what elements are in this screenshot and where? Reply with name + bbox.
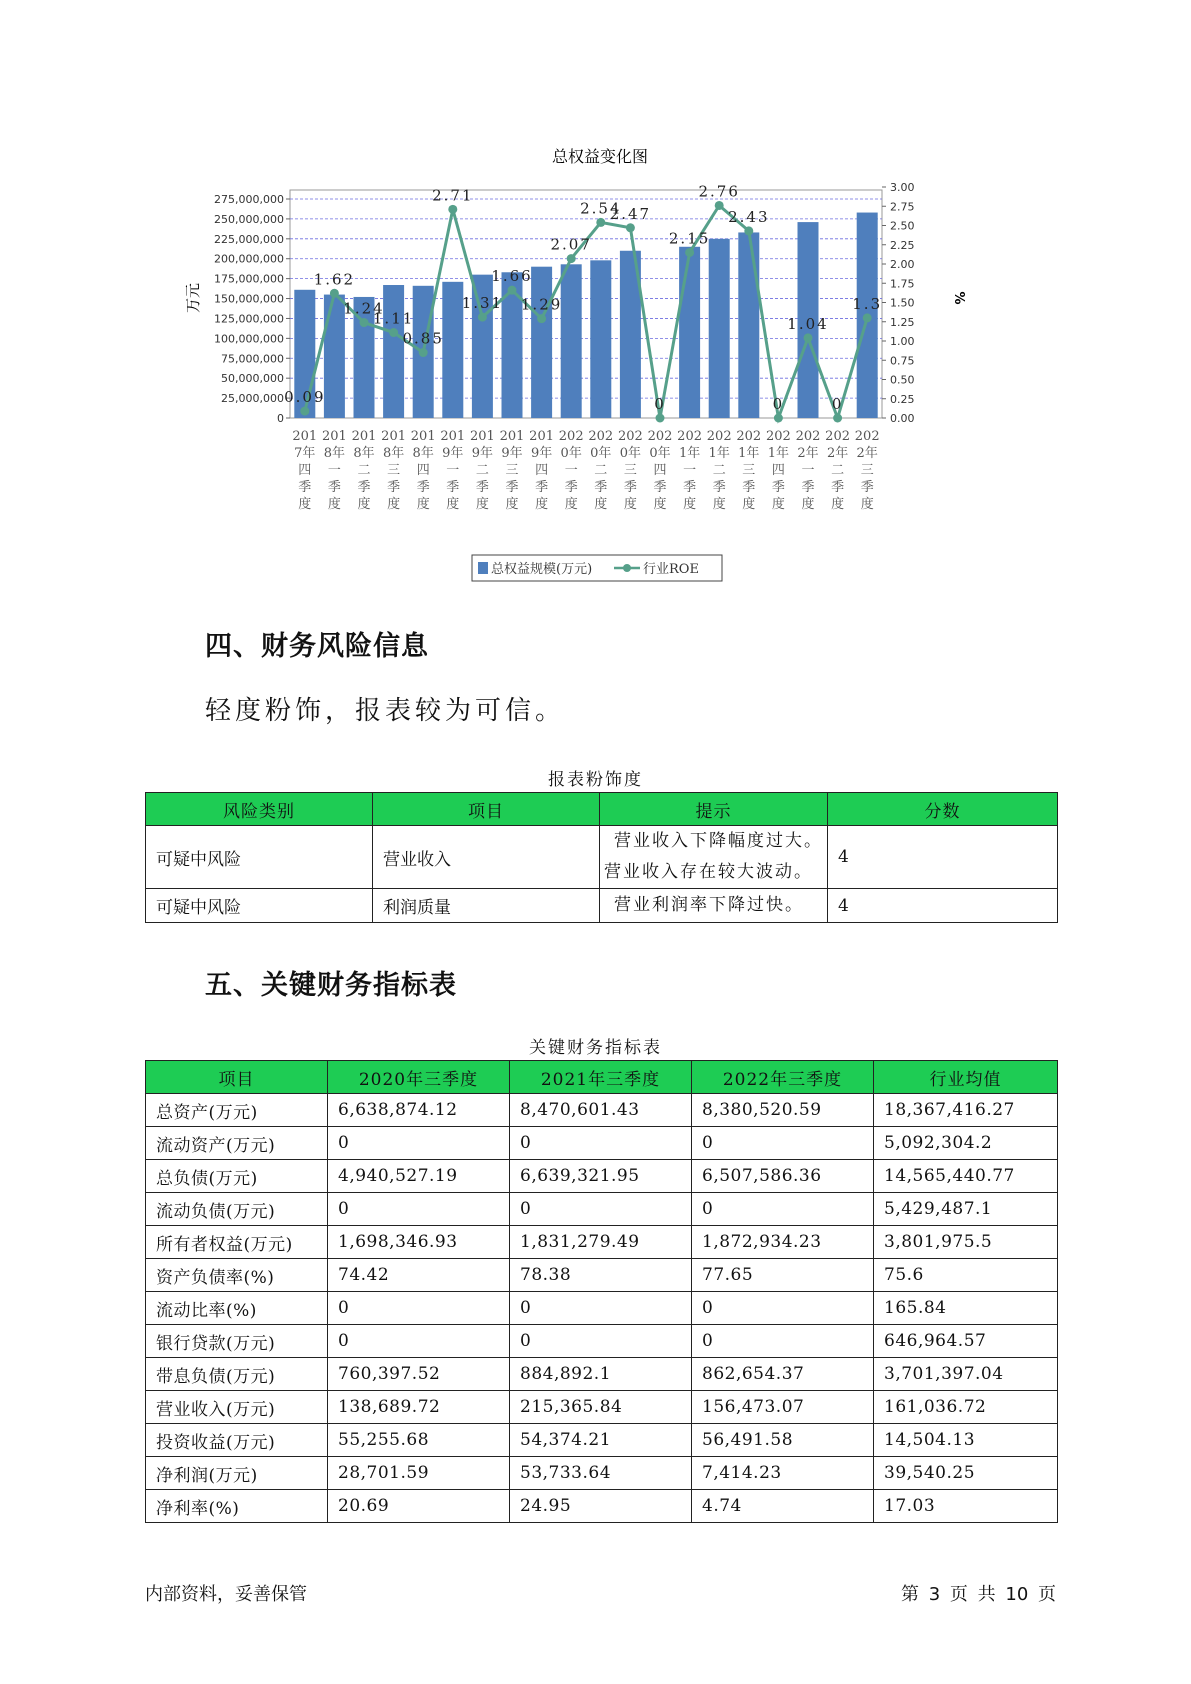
roe-point [508,286,517,295]
x-tick-label: 三 [860,463,874,478]
x-tick-label: 1年 [738,446,760,461]
roe-data-label: 0 [831,395,844,413]
metric-value: 4,940,527.19 [328,1160,510,1193]
x-tick-label: 8年 [353,446,375,461]
metric-name: 银行贷款(万元) [146,1325,328,1358]
x-tick-label: 一 [446,463,460,478]
metric-value: 14,565,440.77 [874,1160,1058,1193]
metric-value: 156,473.07 [692,1391,874,1424]
metric-value: 14,504.13 [874,1424,1058,1457]
metric-value: 760,397.52 [328,1358,510,1391]
equity-bar [324,295,345,418]
x-tick-label: 8年 [323,446,346,461]
x-tick-label: 9年 [530,446,553,461]
x-tick-label: 1年 [678,446,701,461]
roe-point [596,218,605,227]
equity-bar [709,239,730,418]
metric-value: 0 [692,1193,874,1226]
y2-tick-label: 1.25 [890,315,915,329]
x-tick-label: 一 [801,463,815,478]
x-tick-label: 三 [623,463,637,478]
header-cell: 项目 [373,793,600,826]
x-tick-label: 度 [594,497,608,512]
metric-value: 5,092,304.2 [874,1127,1058,1160]
table-row [146,1193,1058,1226]
metric-name: 流动负债(万元) [146,1193,328,1226]
y-tick-label: 100,000,000 [214,332,284,346]
equity-bar [679,247,700,418]
metric-value: 24.95 [510,1490,692,1523]
metric-value: 0 [692,1292,874,1325]
y2-tick-label: 0.50 [890,373,915,387]
risk-tip: 营业收入存在较大波动。 [604,862,813,882]
x-tick-label: 201 [321,429,347,444]
x-tick-label: 度 [535,497,549,512]
risk-category: 可疑中风险 [146,889,373,923]
x-tick-label: 季 [505,480,519,495]
roe-point [685,248,694,257]
metric-value: 74.42 [328,1259,510,1292]
x-tick-label: 季 [327,480,341,495]
metric-value: 215,365.84 [510,1391,692,1424]
metric-value: 646,964.57 [874,1325,1058,1358]
x-tick-label: 季 [683,480,697,495]
x-tick-label: 三 [387,463,401,478]
roe-data-label: 0.09 [284,388,326,407]
metric-value: 6,507,586.36 [692,1160,874,1193]
roe-data-label: 1.29 [520,295,563,314]
table-row [146,1424,1058,1457]
x-tick-label: 0年 [649,446,671,461]
x-tick-label: 一 [564,463,578,478]
roe-point [774,414,783,423]
metric-value: 6,638,874.12 [328,1094,510,1127]
roe-data-label: 2.47 [609,204,652,223]
x-tick-label: 季 [564,480,578,495]
metric-value: 8,470,601.43 [510,1094,692,1127]
x-tick-label: 201 [469,429,495,444]
x-tick-label: 9年 [471,446,494,461]
metric-value: 75.6 [874,1259,1058,1292]
y-tick-label: 125,000,000 [214,312,284,326]
metric-value: 138,689.72 [328,1391,510,1424]
roe-data-label: 2.54 [580,199,622,218]
metric-value: 884,892.1 [510,1358,692,1391]
x-tick-label: 一 [327,463,341,478]
section-heading-risk: 四、财务风险信息 [205,631,429,662]
x-tick-label: 度 [327,497,341,512]
roe-point [626,223,635,232]
table-row [146,826,1058,889]
x-tick-label: 季 [446,480,460,495]
x-tick-label: 202 [736,429,762,444]
x-tick-label: 201 [529,429,555,444]
header-cell: 分数 [828,793,1058,826]
legend-line-marker [623,564,631,572]
table-row [146,1391,1058,1424]
metric-name: 净利润(万元) [146,1457,328,1490]
kpi-table-body [146,1094,1058,1523]
x-tick-label: 三 [505,463,519,478]
y2-tick-label: 3.00 [890,181,915,194]
x-tick-label: 二 [594,463,608,478]
x-tick-label: 2年 [826,446,849,461]
roe-data-label: 1.04 [787,314,829,333]
metric-value: 54,374.21 [510,1424,692,1457]
x-tick-label: 季 [594,480,608,495]
roe-data-label: 2.15 [668,229,711,248]
metric-name: 资产负债率(%) [146,1259,328,1292]
x-tick-label: 四 [416,463,430,478]
metric-name: 总资产(万元) [146,1094,328,1127]
metric-name: 总负债(万元) [146,1160,328,1193]
y-axis-left [214,193,290,425]
roe-data-label: 2.76 [698,182,740,201]
x-tick-label: 度 [712,497,726,512]
x-tick-label: 201 [381,429,407,444]
x-tick-label: 201 [440,429,466,444]
metric-value: 18,367,416.27 [874,1094,1058,1127]
x-tick-label: 度 [801,497,815,512]
metric-value: 4.74 [692,1490,874,1523]
risk-tip: 营业利润率下降过快。 [614,895,804,915]
risk-score: 4 [828,826,1058,889]
y-tick-label: 175,000,000 [214,272,284,286]
metric-name: 流动资产(万元) [146,1127,328,1160]
metric-value: 0 [328,1325,510,1358]
x-tick-label: 季 [653,480,667,495]
roe-data-label: 1.66 [491,267,533,286]
x-tick-label: 度 [742,497,756,512]
roe-data-label: 1.11 [372,309,415,328]
table-row [146,1325,1058,1358]
page-number: 第 3 页 共 10 页 [901,1584,1056,1605]
metric-value: 1,831,279.49 [510,1226,692,1259]
metric-value: 161,036.72 [874,1391,1058,1424]
x-tick-label: 度 [446,497,460,512]
metric-value: 39,540.25 [874,1457,1058,1490]
x-tick-label: 度 [860,497,874,512]
x-tick-label: 度 [623,497,637,512]
equity-bar [531,267,552,418]
metric-value: 1,698,346.93 [328,1226,510,1259]
y-tick-label: 250,000,000 [214,212,284,226]
y-axis-right [882,181,915,425]
roe-point [567,254,576,263]
metric-name: 带息负债(万元) [146,1358,328,1391]
roe-point [863,313,872,322]
x-tick-label: 7年 [294,446,316,461]
y2-tick-label: 0.00 [890,412,915,425]
metric-value: 1,872,934.23 [692,1226,874,1259]
x-tick-label: 三 [742,463,756,478]
roe-point [448,205,457,214]
x-tick-label: 季 [801,480,815,495]
roe-data-label: 0 [772,395,785,413]
metric-value: 0 [328,1292,510,1325]
metric-value: 0 [510,1292,692,1325]
risk-table-caption: 报表粉饰度 [548,770,643,790]
metric-name: 投资收益(万元) [146,1424,328,1457]
roe-point [744,226,753,235]
metric-name: 净利率(%) [146,1490,328,1523]
x-tick-label: 二 [475,463,489,478]
x-tick-label: 季 [387,480,401,495]
risk-tip: 营业收入下降幅度过大。 [614,831,823,851]
table-row [146,1457,1058,1490]
roe-data-label: 1.62 [313,270,356,289]
y-tick-label: 200,000,000 [214,252,284,266]
x-tick-label: 季 [623,480,637,495]
x-tick-label: 度 [653,497,667,512]
roe-point [478,313,487,322]
y2-tick-label: 0.75 [890,354,915,368]
table-row [146,1127,1058,1160]
kpi-table-caption: 关键财务指标表 [529,1038,662,1058]
y2-tick-label: 2.00 [890,258,915,271]
y2-tick-label: 2.25 [890,238,915,252]
header-cell: 行业均值 [874,1061,1058,1094]
header-cell: 项目 [146,1061,328,1094]
x-tick-label: 202 [854,429,880,444]
metric-value: 7,414.23 [692,1457,874,1490]
metric-value: 0 [510,1325,692,1358]
table-row [146,1490,1058,1523]
equity-chart [180,140,1020,590]
metric-value: 53,733.64 [510,1457,692,1490]
y2-tick-label: 2.75 [890,200,915,214]
metric-value: 3,701,397.04 [874,1358,1058,1391]
y-tick-label: 225,000,000 [214,232,284,246]
risk-tips [600,889,828,923]
equity-bar [561,264,582,418]
roe-data-label: 1.24 [343,299,385,318]
metric-value: 5,429,487.1 [874,1193,1058,1226]
y2-tick-label: 1.00 [890,335,915,348]
x-tick-label: 202 [706,429,732,444]
roe-data-label: 0 [654,395,666,413]
y2-axis-label: % [951,291,966,305]
x-tick-label: 202 [588,429,614,444]
x-tick-label: 一 [683,463,697,478]
y2-tick-label: 1.75 [890,277,915,291]
x-tick-label: 季 [771,480,785,495]
equity-bar [383,285,404,418]
x-axis [292,429,879,512]
table-row [146,1259,1058,1292]
equity-bar [590,260,611,418]
x-tick-label: 9年 [442,446,464,461]
header-cell: 风险类别 [146,793,373,826]
table-row [146,1160,1058,1193]
metric-value: 165.84 [874,1292,1058,1325]
x-tick-label: 1年 [708,446,730,461]
legend-bar-label: 总权益规模(万元) [491,562,593,577]
equity-bar [442,282,463,418]
table-header-row [146,793,1058,826]
table-row [146,1358,1058,1391]
risk-tips [600,826,828,889]
x-tick-label: 度 [475,497,489,512]
roe-point [656,414,665,423]
metric-value: 78.38 [510,1259,692,1292]
x-tick-label: 0年 [619,446,642,461]
header-cell: 2021年三季度 [510,1061,692,1094]
x-tick-label: 季 [712,480,726,495]
metric-name: 所有者权益(万元) [146,1226,328,1259]
x-tick-label: 度 [505,497,519,512]
metric-value: 55,255.68 [328,1424,510,1457]
y-tick-label: 75,000,000 [221,352,284,366]
header-cell: 提示 [600,793,828,826]
risk-table [145,792,1058,923]
roe-data-label: 2.71 [432,186,474,205]
roe-point [833,414,842,423]
roe-point [360,318,369,327]
x-tick-label: 度 [387,497,401,512]
metric-value: 862,654.37 [692,1358,874,1391]
y2-tick-label: 2.50 [890,219,915,233]
x-tick-label: 季 [831,480,845,495]
x-tick-label: 度 [564,497,578,512]
x-tick-label: 四 [653,463,667,478]
roe-point [389,328,398,337]
metric-value: 8,380,520.59 [692,1094,874,1127]
metric-value: 17.03 [874,1490,1058,1523]
metric-value: 3,801,975.5 [874,1226,1058,1259]
x-tick-label: 0年 [560,446,582,461]
roe-point [537,314,546,323]
x-tick-label: 202 [795,429,821,444]
metric-value: 28,701.59 [328,1457,510,1490]
roe-point [804,333,813,342]
y-tick-label: 275,000,000 [214,193,284,206]
y-axis-label: 万元 [184,282,202,314]
x-tick-label: 9年 [501,446,523,461]
x-tick-label: 季 [535,480,549,495]
y-tick-label: 25,000,000 [221,392,284,406]
header-cell: 2020年三季度 [328,1061,510,1094]
x-tick-label: 四 [535,463,549,478]
y-tick-label: 0 [277,412,284,425]
x-tick-label: 度 [357,497,371,512]
metric-value: 77.65 [692,1259,874,1292]
table-row [146,889,1058,923]
metric-value: 0 [328,1193,510,1226]
metric-value: 56,491.58 [692,1424,874,1457]
y-tick-label: 50,000,000 [221,372,284,386]
x-tick-label: 季 [298,480,312,495]
x-tick-label: 202 [765,429,791,444]
table-row [146,1094,1058,1127]
x-tick-label: 202 [617,429,643,444]
roe-point [300,407,309,416]
x-tick-label: 度 [771,497,785,512]
roe-point [419,348,428,357]
metric-value: 0 [510,1127,692,1160]
x-tick-label: 202 [677,429,703,444]
legend-line-label: 行业ROE [643,562,699,577]
x-tick-label: 四 [298,463,312,478]
legend [472,555,722,581]
x-tick-label: 度 [298,497,312,512]
metric-value: 0 [692,1127,874,1160]
risk-item: 利润质量 [373,889,600,923]
x-tick-label: 2年 [856,446,878,461]
x-tick-label: 202 [558,429,584,444]
metric-name: 营业收入(万元) [146,1391,328,1424]
kpi-table [145,1060,1058,1523]
x-tick-label: 季 [416,480,430,495]
x-tick-label: 201 [292,429,318,444]
roe-point [715,201,724,210]
metric-value: 20.69 [328,1490,510,1523]
risk-summary: 轻度粉饰，报表较为可信。 [205,696,566,726]
x-tick-label: 度 [416,497,430,512]
section-heading-kpi: 五、关键财务指标表 [205,970,457,1001]
risk-item: 营业收入 [373,826,600,889]
roe-data-label: 2.43 [728,207,770,226]
y2-tick-label: 0.25 [890,392,915,406]
x-tick-label: 季 [357,480,371,495]
x-tick-label: 201 [410,429,436,444]
roe-data-label: 0.85 [402,329,444,348]
x-tick-label: 度 [683,497,697,512]
metric-value: 0 [328,1127,510,1160]
y-tick-label: 150,000,000 [214,292,284,306]
table-header-row [146,1061,1058,1094]
table-row [146,1226,1058,1259]
x-tick-label: 二 [712,463,726,478]
risk-score: 4 [828,889,1058,923]
x-tick-label: 202 [825,429,851,444]
roe-data-label: 1.3 [852,294,883,313]
metric-name: 流动比率(%) [146,1292,328,1325]
roe-data-label: 1.31 [461,294,504,313]
table-row [146,1292,1058,1325]
risk-category: 可疑中风险 [146,826,373,889]
x-tick-label: 2年 [797,446,819,461]
x-tick-label: 度 [831,497,845,512]
x-tick-label: 202 [647,429,673,444]
x-tick-label: 季 [860,480,874,495]
x-tick-label: 二 [357,463,371,478]
metric-value: 6,639,321.95 [510,1160,692,1193]
metric-value: 0 [692,1325,874,1358]
x-tick-label: 季 [742,480,756,495]
legend-bar-swatch [478,562,488,574]
roe-data-label: 2.07 [550,235,592,254]
header-cell: 2022年三季度 [692,1061,874,1094]
equity-bar [738,232,759,418]
chart-title: 总权益变化图 [551,147,649,166]
x-tick-label: 201 [351,429,377,444]
x-tick-label: 8年 [412,446,434,461]
x-tick-label: 四 [771,463,785,478]
x-tick-label: 0年 [590,446,612,461]
metric-value: 0 [510,1193,692,1226]
footer-confidential: 内部资料，妥善保管 [145,1584,307,1605]
x-tick-label: 二 [831,463,845,478]
x-tick-label: 8年 [382,446,405,461]
roe-point [330,289,339,298]
x-tick-label: 季 [475,480,489,495]
x-tick-label: 1年 [767,446,790,461]
y2-tick-label: 1.50 [890,296,915,310]
x-tick-label: 201 [499,429,525,444]
